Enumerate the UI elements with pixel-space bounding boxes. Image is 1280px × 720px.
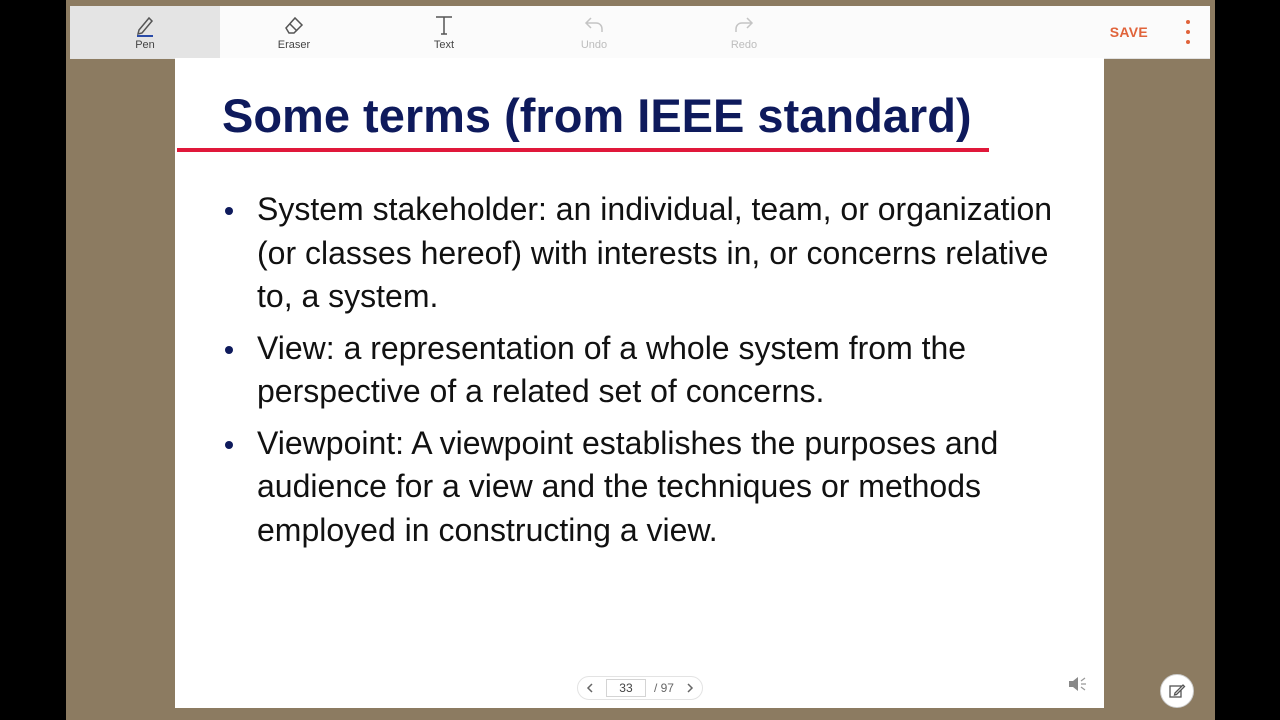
redo-icon xyxy=(732,13,756,37)
pen-tool-label: Pen xyxy=(135,39,155,51)
bullet-list xyxy=(220,188,1090,560)
more-options-icon[interactable] xyxy=(1182,20,1194,44)
eraser-icon xyxy=(282,13,306,37)
page-number-input[interactable]: 33 xyxy=(606,679,646,697)
speaker-icon[interactable] xyxy=(1065,672,1089,696)
bullet-item xyxy=(220,188,1090,319)
bullet-dot-icon xyxy=(225,207,233,215)
bullet-item xyxy=(220,327,1090,414)
bullet-dot-icon xyxy=(225,441,233,449)
bullet-text: Viewpoint: A viewpoint establishes the purposes and audience for a view and the techniques or methods employed in constructing a view. xyxy=(257,424,999,548)
undo-label: Undo xyxy=(580,39,608,51)
text-tool-label: Text xyxy=(433,39,455,51)
bullet-dot-icon xyxy=(225,346,233,354)
annotation-toolbar xyxy=(70,6,1210,59)
pen-tool-button[interactable] xyxy=(70,6,220,58)
save-button[interactable]: SAVE xyxy=(1109,24,1148,40)
undo-button[interactable] xyxy=(519,6,669,58)
eraser-tool-label: Eraser xyxy=(277,39,311,51)
pen-icon xyxy=(133,13,157,37)
chevron-right-icon xyxy=(685,683,695,693)
title-underline xyxy=(177,148,989,152)
page-navigator xyxy=(577,676,703,700)
redo-button[interactable] xyxy=(669,6,819,58)
edit-icon xyxy=(1168,682,1186,700)
bullet-text: View: a representation of a whole system from the perspective of a related set of concerns. xyxy=(257,329,967,409)
bullet-text: System stakeholder: an individual, team, or organization (or classes hereof) with interests in, or concerns relative to, a system. xyxy=(257,191,1053,314)
redo-label: Redo xyxy=(730,39,758,51)
edit-annotation-button[interactable] xyxy=(1160,674,1194,708)
text-tool-button[interactable] xyxy=(369,6,519,58)
page-total: / 97 xyxy=(653,681,674,695)
slide xyxy=(175,58,1104,708)
undo-icon xyxy=(582,13,606,37)
text-icon xyxy=(432,13,456,37)
chevron-left-icon xyxy=(585,683,595,693)
slide-title: Some terms (from IEEE standard) xyxy=(222,89,972,142)
previous-page-button[interactable] xyxy=(582,680,598,696)
eraser-tool-button[interactable] xyxy=(219,6,369,58)
next-page-button[interactable] xyxy=(682,680,698,696)
bullet-item xyxy=(220,422,1090,553)
